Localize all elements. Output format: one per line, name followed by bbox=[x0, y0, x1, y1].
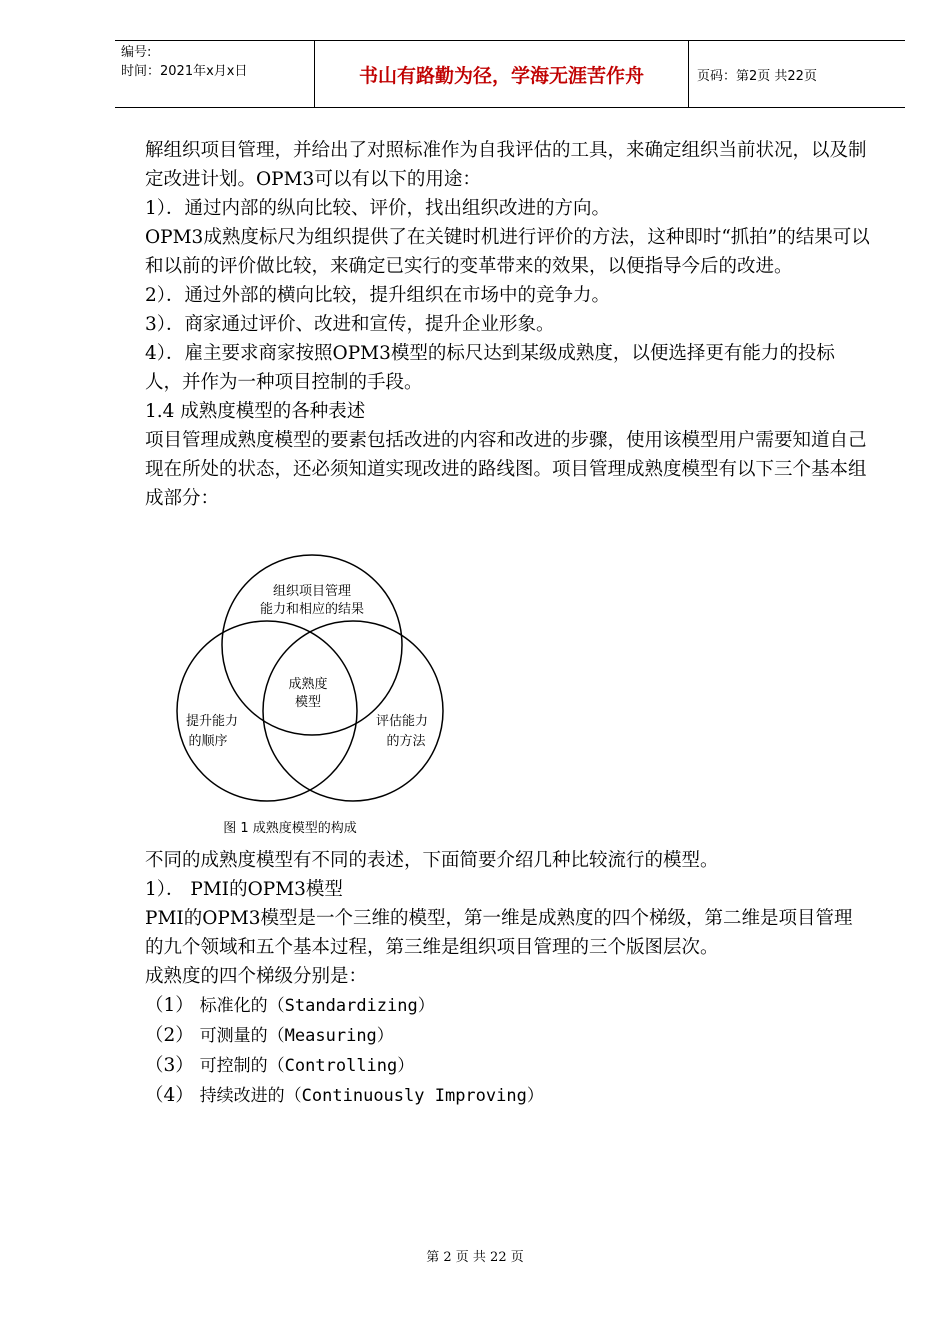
label-right-2: 的方法 bbox=[386, 734, 426, 749]
paragraph: OPM3成熟度标尺为组织提供了在关键时机进行评价的方法，这种即时“抓拍”的结果可以和以前的评价做比较，来确定已实行的变革带来的效果，以便指导今后的改进。 bbox=[145, 227, 870, 277]
level-item: （3） 可控制的（Controlling） bbox=[145, 1055, 415, 1076]
page-header bbox=[115, 40, 905, 108]
paragraph: 4）．雇主要求商家按照OPM3模型的标尺达到某级成熟度，以便选择更有能力的投标人，并作为一种项目控制的手段。 bbox=[145, 343, 835, 393]
figure-caption: 图 1 成熟度模型的构成 bbox=[223, 821, 357, 836]
label-center-1: 成熟度 bbox=[288, 677, 328, 692]
venn-diagram bbox=[170, 553, 470, 843]
level-item: （2） 可测量的（Measuring） bbox=[145, 1025, 394, 1046]
header-page-info: 页码：第2页 共22页 bbox=[697, 68, 817, 84]
paragraph: PMI的OPM3模型是一个三维的模型，第一维是成熟度的四个梯级，第二维是项目管理的九个领域和五个基本过程，第三维是组织项目管理的三个版图层次。 bbox=[145, 908, 853, 958]
label-top-1: 组织项目管理 bbox=[272, 584, 352, 599]
label-right-1: 评估能力 bbox=[375, 714, 429, 729]
paragraph: 成熟度的四个梯级分别是： bbox=[145, 966, 368, 987]
paragraph: 1）． PMI的OPM3模型 bbox=[145, 879, 343, 900]
paragraph: 1）．通过内部的纵向比较、评价，找出组织改进的方向。 bbox=[145, 198, 611, 219]
paragraph: 不同的成熟度模型有不同的表述，下面简要介绍几种比较流行的模型。 bbox=[145, 850, 719, 871]
circle-sequence bbox=[177, 621, 357, 801]
paragraph: 3）．商家通过评价、改进和宣传，提升企业形象。 bbox=[145, 314, 555, 335]
serial-label: 编号: bbox=[121, 45, 152, 60]
page-footer: 第 2 页 共 22 页 bbox=[426, 1250, 524, 1265]
level-item: （4） 持续改进的（Continuously Improving） bbox=[145, 1085, 544, 1106]
label-center-2: 模型 bbox=[294, 695, 322, 710]
level-item: （1） 标准化的（Standardizing） bbox=[145, 995, 435, 1016]
paragraph: 2）．通过外部的横向比较，提升组织在市场中的竞争力。 bbox=[145, 285, 611, 306]
paragraph: 解组织项目管理，并给出了对照标准作为自我评估的工具，来确定组织当前状况，以及制定改进计划。OPM3可以有以下的用途： bbox=[145, 140, 867, 190]
label-left-2: 的顺序 bbox=[188, 734, 228, 749]
header-motto: 书山有路勤为径，学海无涯苦作舟 bbox=[315, 41, 689, 107]
paragraph: 项目管理成熟度模型的要素包括改进的内容和改进的步骤，使用该模型用户需要知道自己现在所处的状态，还必须知道实现改进的路线图。项目管理成熟度模型有以下三个基本组成部分： bbox=[145, 430, 867, 509]
label-top-2: 能力和相应的结果 bbox=[259, 602, 365, 617]
section-heading: 1.4 成熟度模型的各种表述 bbox=[145, 401, 366, 422]
label-left-1: 提升能力 bbox=[185, 714, 239, 729]
header-meta bbox=[115, 41, 315, 107]
circle-method bbox=[263, 621, 443, 801]
time-label: 时间：2021年x月x日 bbox=[121, 64, 248, 79]
